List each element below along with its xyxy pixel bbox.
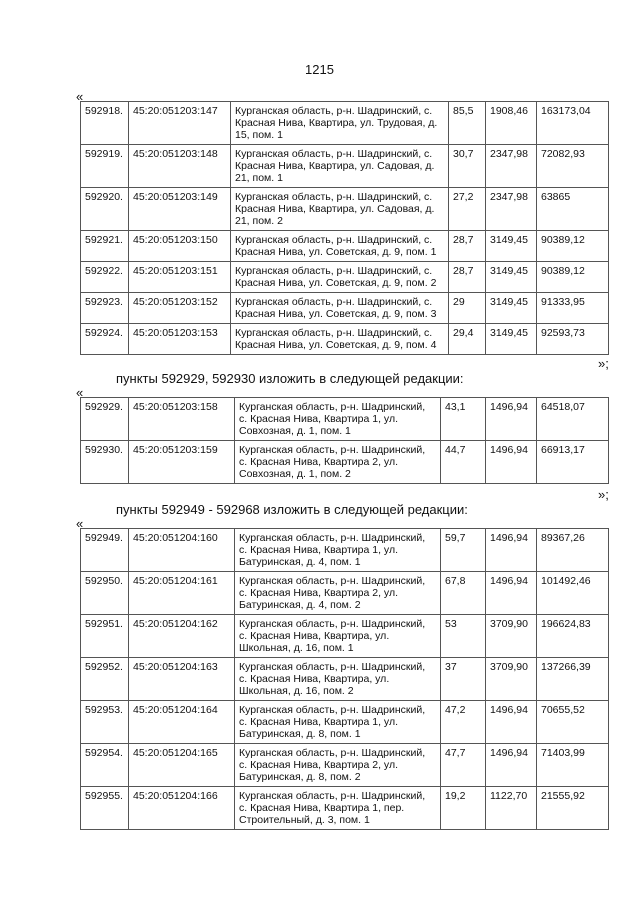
cadastral-number: 45:20:051203:158 (129, 398, 235, 441)
table-row (81, 658, 609, 701)
cadastral-value: 89367,26 (537, 529, 609, 572)
unit-price: 1496,94 (486, 441, 537, 484)
cadastral-number: 45:20:051204:163 (129, 658, 235, 701)
cadastral-value: 66913,17 (537, 441, 609, 484)
item-number: 592929. (81, 398, 129, 441)
area: 43,1 (441, 398, 486, 441)
cadastral-value: 21555,92 (537, 787, 609, 830)
open-quote: « (76, 516, 84, 531)
table-row (81, 398, 609, 441)
open-quote: « (76, 385, 84, 400)
item-number: 592950. (81, 572, 129, 615)
unit-price: 1496,94 (486, 572, 537, 615)
cadastral-number: 45:20:051204:162 (129, 615, 235, 658)
address: Курганская область, р-н. Шадринский, с. Красная Нива, ул. Советская, д. 9, пом. 4 (231, 324, 449, 355)
cadastral-value: 70655,52 (537, 701, 609, 744)
unit-price: 3149,45 (486, 293, 537, 324)
cadastral-value: 63865 (537, 188, 609, 231)
cadastral-value: 90389,12 (537, 262, 609, 293)
register-table-1 (80, 101, 609, 355)
area: 59,7 (441, 529, 486, 572)
cadastral-number: 45:20:051204:164 (129, 701, 235, 744)
area: 19,2 (441, 787, 486, 830)
register-table-3 (80, 528, 609, 830)
item-number: 592924. (81, 324, 129, 355)
table-row (81, 572, 609, 615)
address: Курганская область, р-н. Шадринский, с. Красная Нива, Квартира, ул. Садовая, д. 21, пом. 2 (231, 188, 449, 231)
amendment-paragraph: пункты 592929, 592930 изложить в следующей редакции: (116, 371, 464, 386)
table-row (81, 324, 609, 355)
cadastral-number: 45:20:051204:165 (129, 744, 235, 787)
area: 67,8 (441, 572, 486, 615)
address: Курганская область, р-н. Шадринский, с. Красная Нива, Квартира 1, ул. Батуринская, д. 4, пом. 1 (235, 529, 441, 572)
cadastral-value: 91333,95 (537, 293, 609, 324)
address: Курганская область, р-н. Шадринский, с. Красная Нива, Квартира, ул. Трудовая, д. 15, пом. 1 (231, 102, 449, 145)
area: 85,5 (449, 102, 486, 145)
register-table-2 (80, 397, 609, 484)
unit-price: 1496,94 (486, 701, 537, 744)
cadastral-number: 45:20:051203:153 (129, 324, 231, 355)
address: Курганская область, р-н. Шадринский, с. Красная Нива, Квартира 2, ул. Батуринская, д. 4, пом. 2 (235, 572, 441, 615)
item-number: 592918. (81, 102, 129, 145)
area: 44,7 (441, 441, 486, 484)
unit-price: 1908,46 (486, 102, 537, 145)
area: 30,7 (449, 145, 486, 188)
table-row (81, 615, 609, 658)
unit-price: 3149,45 (486, 324, 537, 355)
table-row (81, 293, 609, 324)
cadastral-value: 101492,46 (537, 572, 609, 615)
cadastral-value: 90389,12 (537, 231, 609, 262)
table-row (81, 744, 609, 787)
cadastral-value: 137266,39 (537, 658, 609, 701)
item-number: 592923. (81, 293, 129, 324)
area: 29 (449, 293, 486, 324)
table-row (81, 145, 609, 188)
item-number: 592930. (81, 441, 129, 484)
unit-price: 3709,90 (486, 658, 537, 701)
cadastral-number: 45:20:051203:148 (129, 145, 231, 188)
amendment-paragraph: пункты 592949 - 592968 изложить в следующей редакции: (116, 502, 468, 517)
page-number: 1215 (305, 62, 334, 77)
unit-price: 3709,90 (486, 615, 537, 658)
address: Курганская область, р-н. Шадринский, с. Красная Нива, Квартира, ул. Садовая, д. 21, пом. 1 (231, 145, 449, 188)
unit-price: 2347,98 (486, 188, 537, 231)
cadastral-number: 45:20:051203:150 (129, 231, 231, 262)
area: 28,7 (449, 262, 486, 293)
address: Курганская область, р-н. Шадринский, с. Красная Нива, Квартира 2, ул. Батуринская, д. 8, пом. 2 (235, 744, 441, 787)
table-row (81, 188, 609, 231)
item-number: 592953. (81, 701, 129, 744)
item-number: 592920. (81, 188, 129, 231)
cadastral-number: 45:20:051203:147 (129, 102, 231, 145)
cadastral-number: 45:20:051203:152 (129, 293, 231, 324)
address: Курганская область, р-н. Шадринский, с. Красная Нива, ул. Советская, д. 9, пом. 2 (231, 262, 449, 293)
item-number: 592919. (81, 145, 129, 188)
close-quote: »; (598, 487, 609, 502)
item-number: 592949. (81, 529, 129, 572)
item-number: 592954. (81, 744, 129, 787)
cadastral-value: 71403,99 (537, 744, 609, 787)
table-row (81, 787, 609, 830)
address: Курганская область, р-н. Шадринский, с. Красная Нива, Квартира, ул. Школьная, д. 16, пом. 1 (235, 615, 441, 658)
address: Курганская область, р-н. Шадринский, с. Красная Нива, Квартира, ул. Школьная, д. 16, пом. 2 (235, 658, 441, 701)
table-row (81, 529, 609, 572)
cadastral-number: 45:20:051203:151 (129, 262, 231, 293)
unit-price: 3149,45 (486, 231, 537, 262)
area: 27,2 (449, 188, 486, 231)
cadastral-value: 163173,04 (537, 102, 609, 145)
unit-price: 2347,98 (486, 145, 537, 188)
address: Курганская область, р-н. Шадринский, с. Красная Нива, ул. Советская, д. 9, пом. 1 (231, 231, 449, 262)
unit-price: 1496,94 (486, 529, 537, 572)
table-row (81, 262, 609, 293)
cadastral-value: 92593,73 (537, 324, 609, 355)
cadastral-number: 45:20:051204:161 (129, 572, 235, 615)
cadastral-number: 45:20:051203:149 (129, 188, 231, 231)
table-row (81, 701, 609, 744)
item-number: 592921. (81, 231, 129, 262)
address: Курганская область, р-н. Шадринский, с. Красная Нива, Квартира 1, ул. Совхозная, д. 1, пом. 1 (235, 398, 441, 441)
item-number: 592922. (81, 262, 129, 293)
table-row (81, 102, 609, 145)
address: Курганская область, р-н. Шадринский, с. Красная Нива, ул. Советская, д. 9, пом. 3 (231, 293, 449, 324)
address: Курганская область, р-н. Шадринский, с. Красная Нива, Квартира 1, пер. Строительный, д. 3, пом. 1 (235, 787, 441, 830)
unit-price: 3149,45 (486, 262, 537, 293)
address: Курганская область, р-н. Шадринский, с. Красная Нива, Квартира 1, ул. Батуринская, д. 8, пом. 1 (235, 701, 441, 744)
table-row (81, 231, 609, 262)
item-number: 592952. (81, 658, 129, 701)
area: 37 (441, 658, 486, 701)
cadastral-number: 45:20:051204:166 (129, 787, 235, 830)
cadastral-number: 45:20:051203:159 (129, 441, 235, 484)
area: 47,7 (441, 744, 486, 787)
table-row (81, 441, 609, 484)
area: 47,2 (441, 701, 486, 744)
cadastral-number: 45:20:051204:160 (129, 529, 235, 572)
unit-price: 1122,70 (486, 787, 537, 830)
area: 28,7 (449, 231, 486, 262)
cadastral-value: 72082,93 (537, 145, 609, 188)
open-quote: « (76, 89, 84, 104)
area: 53 (441, 615, 486, 658)
close-quote: »; (598, 356, 609, 371)
cadastral-value: 64518,07 (537, 398, 609, 441)
item-number: 592955. (81, 787, 129, 830)
unit-price: 1496,94 (486, 744, 537, 787)
unit-price: 1496,94 (486, 398, 537, 441)
address: Курганская область, р-н. Шадринский, с. Красная Нива, Квартира 2, ул. Совхозная, д. 1, пом. 2 (235, 441, 441, 484)
area: 29,4 (449, 324, 486, 355)
cadastral-value: 196624,83 (537, 615, 609, 658)
item-number: 592951. (81, 615, 129, 658)
